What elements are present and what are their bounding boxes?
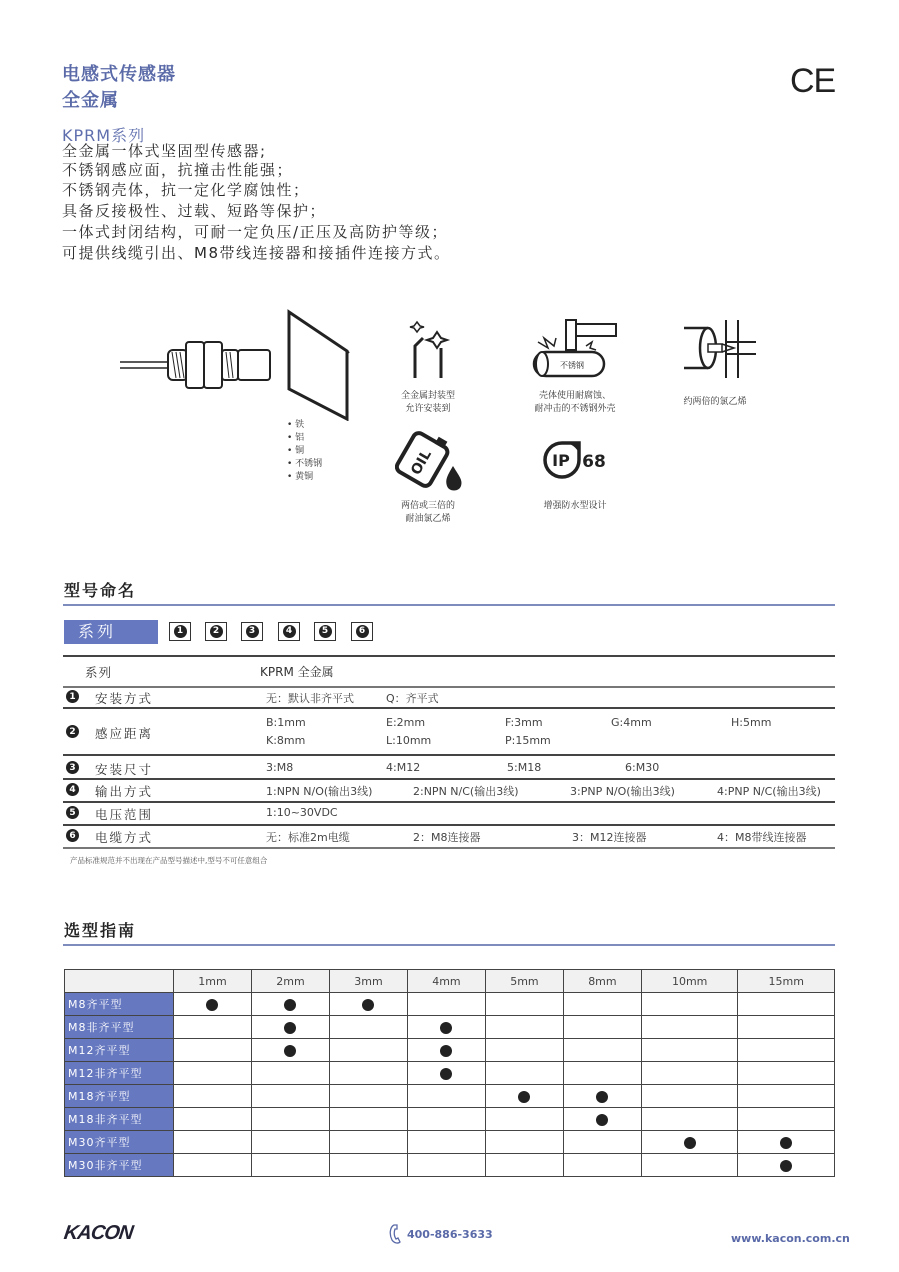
table-cell: [174, 1016, 252, 1039]
table-cell: [641, 993, 738, 1016]
code-position-box: [314, 622, 336, 641]
sealed-metal-icon: [403, 318, 453, 380]
phone-number: 400-886-3633: [407, 1227, 493, 1241]
row-number-badge: 6: [66, 829, 79, 842]
table-cell: [485, 1062, 563, 1085]
table-row: [65, 1016, 835, 1039]
row-value: H:5mm: [731, 716, 772, 729]
table-cell: [174, 1131, 252, 1154]
table-cell: [563, 1131, 641, 1154]
ip-rating-number: 68: [582, 452, 606, 472]
table-rule: [63, 707, 835, 709]
availability-dot: [596, 1091, 608, 1103]
row-value: L:10mm: [386, 734, 432, 747]
table-rule: [63, 754, 835, 756]
code-series-label: 系列: [64, 620, 158, 644]
availability-dot: [284, 999, 296, 1011]
row-label: 安装尺寸: [95, 762, 154, 777]
table-cell: [174, 1085, 252, 1108]
code-position-box: [169, 622, 191, 641]
availability-dot: [440, 1022, 452, 1034]
table-cell: [251, 1108, 329, 1131]
column-header: 15mm: [738, 970, 835, 993]
selection-table: [64, 969, 835, 1177]
row-value: 3：M12连接器: [572, 831, 647, 844]
table-cell: [485, 1016, 563, 1039]
material-item: • 铁: [287, 419, 322, 432]
row-value: B:1mm: [266, 716, 306, 729]
row-value: 无：标准2m电缆: [266, 831, 350, 844]
row-value: 3:M8: [266, 761, 294, 774]
code-position-box: [241, 622, 263, 641]
column-header: 1mm: [174, 970, 252, 993]
table-cell: [329, 1039, 407, 1062]
icon-caption: [520, 390, 630, 416]
table-rule: [63, 847, 835, 849]
row-label: 电缆方式: [95, 830, 154, 845]
availability-dot: [684, 1137, 696, 1149]
table-cell: [485, 1108, 563, 1131]
table-rule: [63, 778, 835, 780]
icon-caption: 约两倍的氯乙烯: [683, 397, 747, 407]
table-cell: [407, 1016, 485, 1039]
table-cell: [563, 1016, 641, 1039]
table-cell: [738, 1154, 835, 1177]
table-cell: [641, 1131, 738, 1154]
feature-line: 全金属一体式坚固型传感器;: [62, 142, 267, 160]
row-number-badge: 4: [66, 783, 79, 796]
table-cell: [738, 1131, 835, 1154]
table-cell: [329, 1085, 407, 1108]
row-value: 2:NPN N/C(输出3线): [413, 785, 519, 798]
table-cell: [251, 1085, 329, 1108]
phone-contact: [389, 1224, 493, 1244]
availability-dot: [596, 1114, 608, 1126]
table-cell: [174, 1154, 252, 1177]
table-cell: [485, 1154, 563, 1177]
column-header: 5mm: [485, 970, 563, 993]
page-title: 电感式传感器: [62, 64, 176, 85]
kacon-logo: [62, 1222, 134, 1245]
table-cell: [329, 1154, 407, 1177]
position-number: 5: [319, 625, 332, 638]
table-cell: [641, 1154, 738, 1177]
row-number-badge: 5: [66, 806, 79, 819]
table-row: [65, 1108, 835, 1131]
table-cell: [251, 1039, 329, 1062]
material-item: • 铝: [287, 432, 322, 445]
table-rule: [63, 655, 835, 657]
table-cell: [407, 1131, 485, 1154]
table-cell: [251, 993, 329, 1016]
row-label: 输出方式: [95, 784, 154, 799]
table-cell: [174, 993, 252, 1016]
caption-line: 壳体使用耐腐蚀、: [538, 391, 611, 401]
row-value: E:2mm: [386, 716, 426, 729]
row-label: 感应距离: [95, 726, 154, 741]
section-divider: [63, 944, 835, 946]
table-cell: [407, 1062, 485, 1085]
row-label: M12非齐平型: [65, 1062, 174, 1085]
table-cell: [641, 1108, 738, 1131]
hammer-impact-icon: [528, 312, 620, 384]
table-cell: [329, 993, 407, 1016]
column-header: 2mm: [251, 970, 329, 993]
position-number: 3: [246, 625, 259, 638]
availability-dot: [284, 1022, 296, 1034]
table-cell: [174, 1108, 252, 1131]
table-cell: [641, 1039, 738, 1062]
table-cell: [738, 1108, 835, 1131]
code-position-box: [205, 622, 227, 641]
material-item: • 黄铜: [287, 471, 322, 484]
position-number: 2: [210, 625, 223, 638]
table-row: [65, 1085, 835, 1108]
row-label: 电压范围: [95, 807, 154, 822]
row-label: M18齐平型: [65, 1085, 174, 1108]
position-number: 1: [174, 625, 187, 638]
code-position-box: [351, 622, 373, 641]
row-value: 4:PNP N/C(输出3线): [717, 785, 821, 798]
row-value: 5:M18: [507, 761, 542, 774]
logo-text: KACON: [62, 1222, 134, 1244]
oil-can-icon: [395, 430, 465, 494]
icon-caption: [388, 390, 468, 416]
table-row: [65, 993, 835, 1016]
table-cell: [329, 1131, 407, 1154]
row-value: 4：M8带线连接器: [717, 831, 807, 844]
table-cell: [641, 1062, 738, 1085]
row-label: M30齐平型: [65, 1131, 174, 1154]
availability-dot: [362, 999, 374, 1011]
feature-line: 一体式封闭结构，可耐一定负压/正压及高防护等级；: [62, 223, 449, 241]
row-value: 2：M8连接器: [413, 831, 481, 844]
ip-badge-text: IP: [552, 451, 570, 470]
availability-dot: [780, 1137, 792, 1149]
table-row: [65, 1131, 835, 1154]
section-heading-model-naming: 型号命名: [64, 581, 137, 600]
row-label: M30非齐平型: [65, 1154, 174, 1177]
row-value: G:4mm: [611, 716, 652, 729]
corner-cell: [65, 970, 174, 993]
table-cell: [563, 1154, 641, 1177]
row-label: M8非齐平型: [65, 1016, 174, 1039]
page-subtitle: 全金属: [62, 90, 119, 111]
position-number: 6: [356, 625, 369, 638]
table-cell: [485, 993, 563, 1016]
table-cell: [329, 1062, 407, 1085]
position-number: 4: [283, 625, 296, 638]
feature-line: 不锈钢感应面，抗撞击性能强；: [62, 161, 294, 179]
table-cell: [641, 1085, 738, 1108]
table-cell: [738, 1039, 835, 1062]
icon-inner-label: OIL: [408, 447, 435, 478]
availability-dot: [518, 1091, 530, 1103]
table-cell: [738, 1016, 835, 1039]
column-header: 10mm: [641, 970, 738, 993]
table-cell: [329, 1016, 407, 1039]
availability-dot: [440, 1068, 452, 1080]
table-cell: [485, 1131, 563, 1154]
table-cell: [251, 1131, 329, 1154]
caption-line: 两倍或三倍的: [400, 501, 455, 511]
series-row-label: 系列: [85, 665, 113, 680]
row-value: 3:PNP N/O(输出3线): [570, 785, 675, 798]
row-number-badge: 3: [66, 761, 79, 774]
row-value: 1:NPN N/O(输出3线): [266, 785, 373, 798]
caption-line: 允许安装到: [405, 404, 451, 414]
icon-inner-label: 不锈钢: [560, 361, 584, 370]
column-header: 8mm: [563, 970, 641, 993]
row-number-badge: 2: [66, 725, 79, 738]
table-cell: [738, 1062, 835, 1085]
icon-caption: 增强防水型设计: [543, 501, 607, 511]
availability-dot: [284, 1045, 296, 1057]
sensor-illustration: [120, 330, 280, 400]
table-cell: [251, 1062, 329, 1085]
naming-note: 产品标准规范并不出现在产品型号描述中,型号不可任意组合: [70, 856, 268, 865]
table-cell: [407, 1085, 485, 1108]
table-cell: [407, 1039, 485, 1062]
table-row: [65, 1062, 835, 1085]
table-cell: [251, 1016, 329, 1039]
feature-line: 不锈钢壳体，抗一定化学腐蚀性；: [62, 181, 310, 199]
table-cell: [738, 1085, 835, 1108]
table-cell: [641, 1016, 738, 1039]
column-header: 4mm: [407, 970, 485, 993]
table-cell: [329, 1108, 407, 1131]
row-value: F:3mm: [505, 716, 543, 729]
code-position-box: [278, 622, 300, 641]
table-cell: [563, 1108, 641, 1131]
series-row-value: KPRM 全金属: [260, 665, 334, 679]
caption-line: 耐冲击的不锈钢外壳: [534, 404, 616, 414]
row-label: M12齐平型: [65, 1039, 174, 1062]
row-label: 安装方式: [95, 691, 154, 706]
target-plate-icon: [283, 309, 353, 421]
website-link[interactable]: www.kacon.com.cn: [731, 1232, 850, 1245]
table-cell: [407, 1154, 485, 1177]
section-divider: [63, 604, 835, 606]
table-cell: [251, 1154, 329, 1177]
row-value: K:8mm: [266, 734, 306, 747]
row-number-badge: 1: [66, 690, 79, 703]
table-cell: [485, 1039, 563, 1062]
row-label: M8齐平型: [65, 993, 174, 1016]
material-item: • 铜: [287, 445, 322, 458]
row-value: P:15mm: [505, 734, 551, 747]
caption-line: 全金属封装型: [400, 391, 455, 401]
row-value: 1:10~30VDC: [266, 806, 338, 819]
cable-weld-icon: [682, 318, 758, 380]
row-value: 4:M12: [386, 761, 421, 774]
phone-icon: [389, 1224, 403, 1244]
table-rule: [63, 824, 835, 826]
icon-caption: [388, 500, 468, 526]
material-item: • 不锈钢: [287, 458, 322, 471]
feature-line: 具备反接极性、过载、短路等保护；: [62, 202, 327, 220]
row-value: 6:M30: [625, 761, 660, 774]
row-value: Q：齐平式: [386, 692, 439, 705]
table-cell: [174, 1039, 252, 1062]
row-label: M18非齐平型: [65, 1108, 174, 1131]
table-header-row: [65, 970, 835, 993]
table-row: [65, 1154, 835, 1177]
feature-line: 可提供线缆引出、M8带线连接器和接插件连接方式。: [62, 244, 451, 262]
caption-line: 耐油氯乙烯: [405, 514, 451, 524]
table-cell: [407, 993, 485, 1016]
material-list: [287, 419, 322, 484]
availability-dot: [206, 999, 218, 1011]
ce-mark: CE: [790, 62, 836, 100]
table-cell: [563, 993, 641, 1016]
column-header: 3mm: [329, 970, 407, 993]
ip68-icon: [542, 440, 608, 480]
availability-dot: [440, 1045, 452, 1057]
series-title: KPRM系列: [62, 126, 146, 145]
table-cell: [407, 1108, 485, 1131]
table-row: [65, 1039, 835, 1062]
availability-dot: [780, 1160, 792, 1172]
table-rule: [63, 686, 835, 688]
table-cell: [563, 1039, 641, 1062]
table-cell: [174, 1062, 252, 1085]
table-cell: [563, 1085, 641, 1108]
table-rule: [63, 801, 835, 803]
table-cell: [563, 1062, 641, 1085]
table-cell: [485, 1085, 563, 1108]
row-value: 无：默认非齐平式: [266, 692, 354, 705]
table-cell: [738, 993, 835, 1016]
section-heading-selection-guide: 选型指南: [64, 921, 137, 940]
